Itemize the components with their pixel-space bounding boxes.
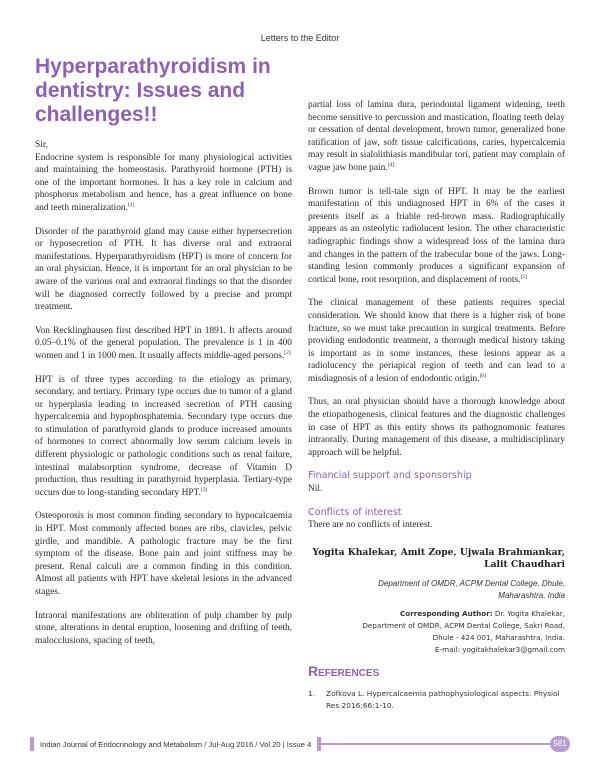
page-footer	[30, 736, 570, 752]
paragraph-text: Sir,	[35, 140, 48, 150]
paragraph	[308, 186, 565, 287]
right-column	[308, 55, 565, 722]
reference-number: 1.	[308, 688, 316, 698]
author-names	[308, 547, 565, 572]
financial-heading: Financial support and sponsorship	[308, 470, 472, 482]
paragraph	[308, 396, 565, 459]
paragraph	[35, 374, 292, 500]
paragraph	[35, 610, 292, 648]
corresponding-author	[308, 608, 565, 656]
article-title: Hyperparathyroidism in dentistry: Issues and challenges!!	[35, 55, 271, 126]
corr-name: Dr. Yogita Khalekar,	[492, 608, 565, 618]
paragraph-text: The clinical management of these patients requires special consideration. We should know that there is a higher risk of bone fracture, so we must take precaution in surgical treatments. Before providing endodontic treatment, a thorough medical history taking is important as in some instances, these lesions appear as a radiolucency the periapical region of teeth and can lead to a misdiagnosis of a lesion of endodontic origin.	[308, 298, 565, 384]
left-column	[35, 55, 292, 722]
corr-address: Department of OMDR, ACPM Dental College, Sakri Road,	[362, 620, 565, 630]
corr-email[interactable]: E-mail: yogitakhalekar3@gmail.com	[435, 644, 565, 654]
citation[interactable]: [4]	[387, 161, 395, 168]
corr-label: Corresponding Author:	[400, 608, 493, 618]
citation[interactable]: [1]	[127, 201, 135, 208]
paragraph-text: Osteoporosis is most common finding secondary to hypocalcaemia in HPT. Most commonly affected bones are ribs, clavicles, pelvic girdle, and mandible. A pathologic fracture may be the first symptom of the disease. Bone pain and joint stiffness may be present. Renal calculi are a common finding in this condition. Almost all patients with HPT have skeletal lesions in the advanced stages.	[35, 511, 292, 597]
financial-text: Nil.	[308, 484, 323, 495]
references-heading: References	[308, 662, 380, 679]
paragraph	[35, 152, 292, 215]
author-line: Lalit Chaudhari	[484, 559, 565, 571]
paragraph	[35, 325, 292, 363]
affiliation-line: Maharashtra, India	[498, 590, 565, 600]
paragraph	[308, 297, 565, 385]
conflicts-text: There are no conflicts of interest.	[308, 520, 433, 531]
reference-item	[308, 688, 565, 712]
corr-address: Dhule - 424 001, Maharashtra, India.	[432, 632, 565, 642]
paragraph	[35, 226, 292, 314]
page-number: 581	[550, 736, 570, 752]
paragraph-text: HPT is of three types according to the etiology as primary, secondary, and tertiary. Primary type occurs due to tumor of a gland or hyperplasia leading to increased secretion of PTH causing hypercalcemia and hypophosphatemia. Secondary type occurs due to stimulation of parathyroid glands to produce increased amounts of hormones to correct abnormally low serum calcium levels in different physiologic or pathologic conditions such as renal failure, intestinal malabsorption syndrome, decrease of Vitamin D production, thus resulting in parathyroid hyperplasia. Tertiary-type occurs due to long-standing secondary HPT.	[35, 374, 292, 498]
paragraph-text: Intraoral manifestations are obliteration of pulp chamber by pulp stone, alterations in dental eruption, loosening and drifting of teeth, malocclusions, spacing of teeth,	[35, 610, 292, 646]
citation[interactable]: [5]	[520, 273, 527, 280]
paragraph-text: Endocrine system is responsible for many physiological activities and maintaining the homeostasis. Parathyroid hormone (PTH) is one of the important hormones. It has a key role in calcium and phosphorus metabolism and hence, has a great influence on bone and teeth mineralization.	[35, 152, 292, 213]
citation[interactable]: [3]	[200, 486, 208, 493]
footer-accent-bar	[30, 737, 34, 751]
author-line: Yogita Khalekar, Amit Zope, Ujwala Brahmankar,	[312, 546, 565, 558]
paragraph-text: Disorder of the parathyroid gland may cause either hypersecretion or hyposecretion of PTH. It has diverse oral and extraoral manifestations. Hyperparathyroidism (HPT) is more of concern for an oral physician. Hence, it is important for an oral physician to be aware of the various oral and extraoral findings so that the disorder will be diagnosed correctly followed by a precise and prompt treatment.	[35, 226, 292, 313]
footer-rule	[321, 743, 550, 745]
citation[interactable]: [6]	[479, 372, 487, 379]
paragraph-text: Thus, an oral physician should have a thorough knowledge about the etiopathogenesis, clinical features and the diagnostic challenges in case of HPT as this entity shows its pathognomonic features intraorally. During management of this disease, a multidisciplinary approach will be helpful.	[308, 397, 565, 458]
paragraph-text: partial loss of lamina dura, periodontal ligament widening, teeth become sensitive to percussion and mastication, floating teeth delay or cessation of dental development, brown tumor, generalized bone ratification of jaw, soft tissue calcifications, caries, hypercalcemia may result in sialolithiasis mandibular tori, patient may complain of vague jaw bone pain.	[308, 100, 565, 173]
conflicts-heading: Conflicts of interest	[308, 506, 402, 518]
affiliation-line: Department of OMDR, ACPM Dental College, Dhule,	[378, 578, 565, 588]
paragraph-text: Von Recklinghausen first described HPT in 1891. It affects around 0.05–0.1% of the general population. The prevalence is 1 in 400 women and 1 in 1000 men. It usually affects middle-aged persons.	[35, 325, 292, 361]
reference-text: Zofkova L. Hypercalcaemia pathophysiological aspects. Physiol Res 2016;66:1-10.	[326, 688, 560, 710]
citation[interactable]: [2]	[284, 349, 291, 356]
affiliation	[308, 578, 565, 602]
journal-citation: Indian Journal of Endocrinology and Metabolism / Jul-Aug 2016 / Vol 20 | Issue 4	[40, 739, 312, 749]
salutation	[35, 139, 292, 152]
running-header: Letters to the Editor	[260, 33, 340, 43]
paragraph	[308, 99, 565, 175]
paragraph	[35, 510, 292, 598]
columns	[0, 55, 600, 722]
paragraph-text: Brown tumor is tell-tale sign of HPT. It may be the earliest manifestation of this undiagnosed HPT in 6% of the cases it presents itself as a friable red-brown mass. Radiographically appears as an osteolytic radiolucent lesion. The other characteristic radiographic findings show a widespread loss of the lamina dura and changes in the pattern of the trabecular bone of the jaws. Long-standing lesion commonly produces a significant expansion of cortical bone, root resorption, and displacement of roots.	[308, 186, 565, 285]
